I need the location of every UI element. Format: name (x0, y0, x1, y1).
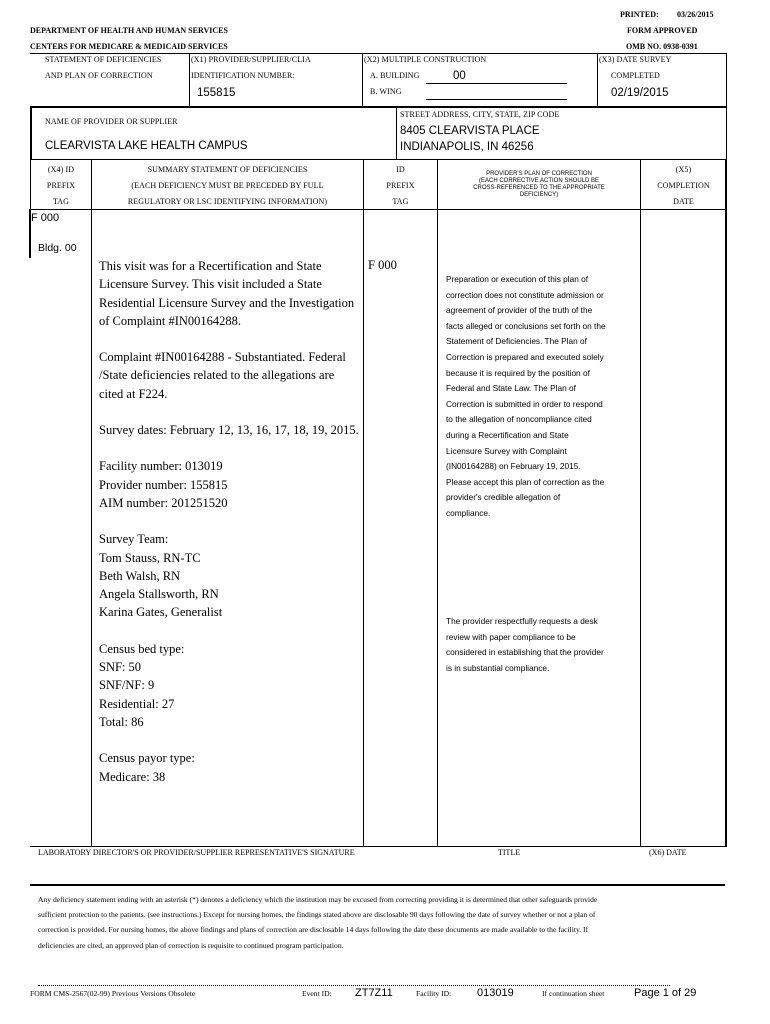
provider-name: CLEARVISTA LAKE HEALTH CAMPUS (45, 140, 248, 152)
summary-paragraph: Complaint #IN00164288 - Substantiated. Federal /State deficiencies related to the allegations are cited at F224. (99, 350, 346, 401)
summary-header-2: (EACH DEFICIENCY MUST BE PRECEDED BY FULL (131, 181, 324, 190)
summary-paragraph: Census payor type: Medicare: 38 (99, 751, 195, 784)
event-id-value: ZT7Z11 (355, 987, 393, 999)
tag-right: F 000 (368, 258, 397, 272)
department-title: DEPARTMENT OF HEALTH AND HUMAN SERVICES (30, 26, 228, 35)
address-label: STREET ADDRESS, CITY, STATE, ZIP CODE (400, 110, 560, 119)
summary-paragraph: This visit was for a Recertification and State Licensure Survey. This visit included a State Residential Licensure Survey and the Investigation of Complaint #IN00164288. (99, 259, 355, 328)
continuation-label: If continuation sheet (542, 989, 605, 998)
x1-label-1: (X1) PROVIDER/SUPPLIER/CLIA (191, 55, 311, 64)
plan-header-4: DEFICIENCY) (519, 192, 559, 198)
id-header-2: PREFIX (386, 181, 415, 190)
x5-header-2: COMPLETION (657, 181, 710, 190)
form-approved: FORM APPROVED (627, 26, 698, 35)
id-header-1: ID (396, 165, 405, 174)
centers-title: CENTERS FOR MEDICARE & MEDICAID SERVICES (30, 42, 228, 51)
x4-header-2: PREFIX (46, 181, 76, 190)
omb-number: OMB NO. 0938-0391 (626, 42, 698, 51)
plan-header-2: (EACH CORRECTIVE ACTION SHOULD BE (478, 178, 600, 184)
summary-statement (99, 257, 361, 804)
statement-label-2: AND PLAN OF CORRECTION (45, 71, 153, 80)
facility-id-label: Facility ID: (416, 989, 452, 998)
summary-paragraph: Survey Team: Tom Stauss, RN-TC Beth Walsh, RN Angela Stallsworth, RN Karina Gates, Generalist (99, 532, 223, 620)
form-number: FORM CMS-2567(02-99) Previous Versions Obsolete (30, 989, 196, 998)
event-id-label: Event ID: (302, 989, 332, 998)
plan-header-1: PROVIDER'S PLAN OF CORRECTION (486, 171, 592, 177)
plan-of-correction (446, 272, 606, 522)
bldg-label: Bldg. 00 (38, 242, 77, 254)
provider-name-label: NAME OF PROVIDER OR SUPPLIER (45, 117, 178, 126)
statement-label-1: STATEMENT OF DEFICIENCIES (45, 55, 162, 64)
page-number: Page 1 of 29 (634, 987, 697, 999)
x2-label: (X2) MULTIPLE CONSTRUCTION (364, 55, 487, 64)
date-label: (X6) DATE (649, 848, 687, 857)
facility-id-value: 013019 (477, 987, 514, 999)
summary-header-3: REGULATORY OR LSC IDENTIFYING INFORMATION) (127, 197, 328, 206)
x3-label-2: COMPLETED (611, 71, 660, 80)
deficiency-footnote: Any deficiency statement ending with an asterisk (*) denotes a deficiency which the institution may be excused from correcting providing it is determined that other safeguards provide sufficient protection to the patients. (see instructions.) Except for nursing homes, the findings stated above are disclosable 90 days following the date of survey whether or not a plan of correction is provided. For nursing homes, the above findings and plans of correction are disclosable 14 days following the date these documents are made available to the facility. If deficiencies are cited, an approved plan of correction is requisite to continued program participation. (38, 895, 598, 950)
address-line-2: INDIANAPOLIS, IN 46256 (400, 141, 534, 153)
x1-label-2: IDENTIFICATION NUMBER: (191, 71, 295, 80)
summary-paragraph: Census bed type: SNF: 50 SNF/NF: 9 Residential: 27 Total: 86 (99, 641, 185, 729)
x4-header-3: TAG (52, 197, 70, 206)
title-label: TITLE (498, 848, 521, 857)
summary-paragraph: Facility number: 013019 Provider number: 155815 AIM number: 201251520 (99, 459, 228, 510)
plan-paragraph-2: The provider respectfully requests a desk review with paper compliance to be considered in establishing that the provider is in substantial compliance. (446, 616, 604, 673)
summary-header-1: SUMMARY STATEMENT OF DEFICIENCIES (147, 165, 308, 174)
tag-left: F 000 (31, 212, 60, 224)
plan-header (438, 171, 640, 199)
x5-header-3: DATE (673, 197, 694, 206)
plan-of-correction-2 (446, 614, 606, 676)
building-value: 00 (453, 70, 466, 82)
survey-completed-date: 02/19/2015 (611, 87, 669, 99)
provider-id-value: 155815 (197, 87, 236, 99)
plan-header-3: CROSS-REFERENCED TO THE APPROPRIATE (473, 185, 605, 191)
signature-label: LABORATORY DIRECTOR'S OR PROVIDER/SUPPLIER REPRESENTATIVE'S SIGNATURE (38, 848, 355, 857)
printed-date: 03/26/2015 (677, 10, 714, 19)
id-header-3: TAG (392, 197, 409, 206)
printed-label: PRINTED: (620, 10, 659, 19)
x3-label-1: (X3) DATE SURVEY (599, 55, 672, 64)
x4-header-1: (X4) ID (47, 165, 75, 174)
wing-label: B. WING (370, 87, 402, 96)
plan-paragraph-1: Preparation or execution of this plan of correction does not constitute admission or agreement of provider of the truth of the facts alleged or conclusions set forth on the Statement of Deficiencies. The Plan of Correction is prepared and executed solely because it is required by the position of Federal and State Law. The Plan of Correction is submitted in order to respond to the allegation of noncompliance cited during a Recertification and State Licensure Survey with Complaint (IN00164288) on February 19, 2015. Please accept this plan of correction as the provider's credible allegation of compliance. (446, 274, 606, 518)
building-label: A. BUILDING (370, 71, 420, 80)
x5-header-1: (X5) (675, 165, 692, 174)
summary-paragraph: Survey dates: February 12, 13, 16, 17, 18, 19, 2015. (99, 423, 359, 438)
address-line-1: 8405 CLEARVISTA PLACE (400, 125, 540, 137)
